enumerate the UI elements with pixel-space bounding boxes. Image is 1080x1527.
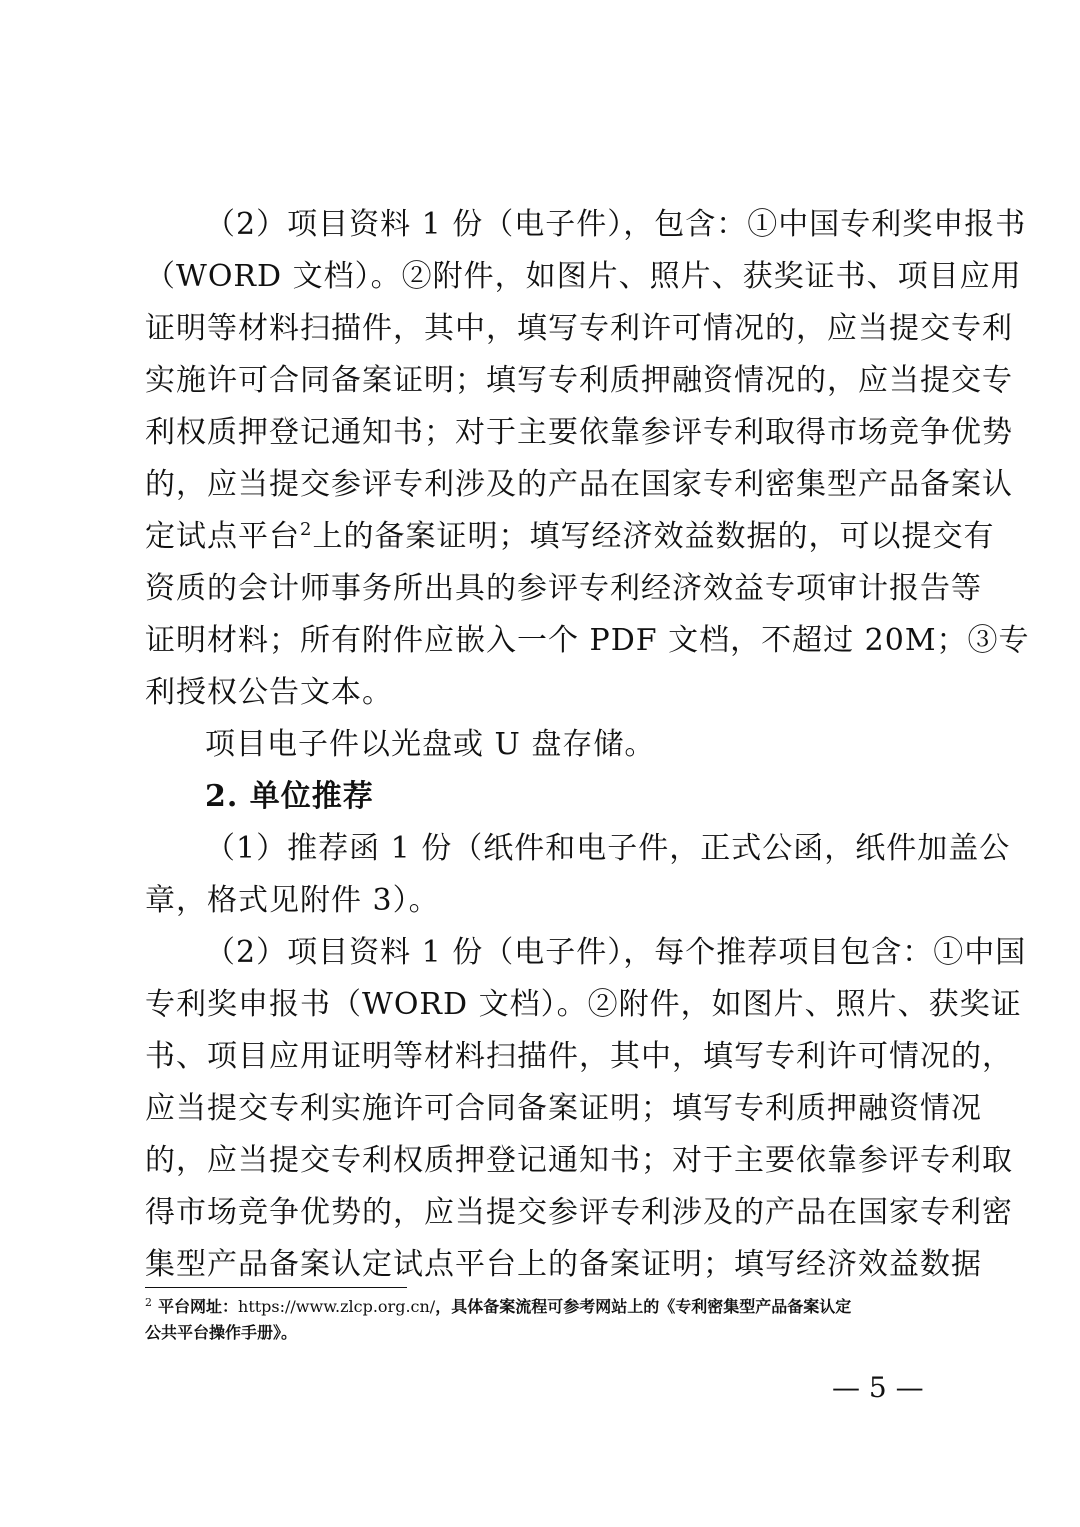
- footnote-reference[interactable]: 2: [300, 519, 313, 540]
- paragraph-line: 书、项目应用证明等材料扫描件，其中，填写专利许可情况的，: [145, 1039, 1013, 1074]
- paragraph-line: 应当提交专利实施许可合同备案证明；填写专利质押融资情况: [145, 1091, 982, 1126]
- paragraph-line: 利权质押登记通知书；对于主要依靠参评专利取得市场竞争优势: [145, 415, 1013, 450]
- paragraph-line: （1）推荐函 1 份（纸件和电子件，正式公函，纸件加盖公: [205, 831, 1011, 866]
- paragraph-line-with-footnote-ref: [145, 511, 995, 563]
- paragraph-line: 资质的会计师事务所出具的参评专利经济效益专项审计报告等: [145, 571, 982, 606]
- footnote-marker: 2: [145, 1295, 152, 1309]
- footnote-url-link[interactable]: https://www.zlcp.org.cn/: [238, 1297, 436, 1316]
- page-number: — 5 —: [832, 1371, 924, 1404]
- footnote-line: [145, 1295, 945, 1319]
- paragraph-line: （WORD 文档）。②附件，如图片、照片、获奖证书、项目应用: [145, 259, 1022, 294]
- paragraph-line: 证明等材料扫描件，其中，填写专利许可情况的，应当提交专利: [145, 311, 1013, 346]
- footnote-line: 公共平台操作手册》。: [145, 1323, 298, 1342]
- paragraph-line: 得市场竞争优势的，应当提交参评专利涉及的产品在国家专利密: [145, 1195, 1013, 1230]
- paragraph-line: 项目电子件以光盘或 U 盘存储。: [205, 727, 656, 762]
- paragraph-line: 的，应当提交参评专利涉及的产品在国家专利密集型产品备案认: [145, 467, 1013, 502]
- footnote-text: ，具体备案流程可参考网站上的《专利密集型产品备案认定: [435, 1297, 852, 1316]
- paragraph-line: 实施许可合同备案证明；填写专利质押融资情况的，应当提交专: [145, 363, 1013, 398]
- paragraph-line: 集型产品备案认定试点平台上的备案证明；填写经济效益数据: [145, 1247, 982, 1282]
- line-text: 定试点平台: [145, 519, 300, 554]
- paragraph-line: （2）项目资料 1 份（电子件），包含：①中国专利奖申报书: [205, 207, 1027, 242]
- paragraph-line: 利授权公告文本。: [145, 675, 393, 710]
- paragraph-line: 章，格式见附件 3）。: [145, 883, 440, 918]
- paragraph-line: 的，应当提交专利权质押登记通知书；对于主要依靠参评专利取: [145, 1143, 1013, 1178]
- paragraph-line: 专利奖申报书（WORD 文档）。②附件，如图片、照片、获奖证: [145, 987, 1022, 1022]
- footnote-text: 平台网址：: [158, 1297, 239, 1316]
- line-text: 上的备案证明；填写经济效益数据的，可以提交有: [312, 519, 995, 554]
- section-heading: 2. 单位推荐: [205, 779, 374, 814]
- paragraph-line: （2）项目资料 1 份（电子件），每个推荐项目包含：①中国: [205, 935, 1027, 970]
- footnote-separator: [145, 1287, 407, 1288]
- paragraph-line: 证明材料；所有附件应嵌入一个 PDF 文档，不超过 20M；③专: [145, 623, 1030, 658]
